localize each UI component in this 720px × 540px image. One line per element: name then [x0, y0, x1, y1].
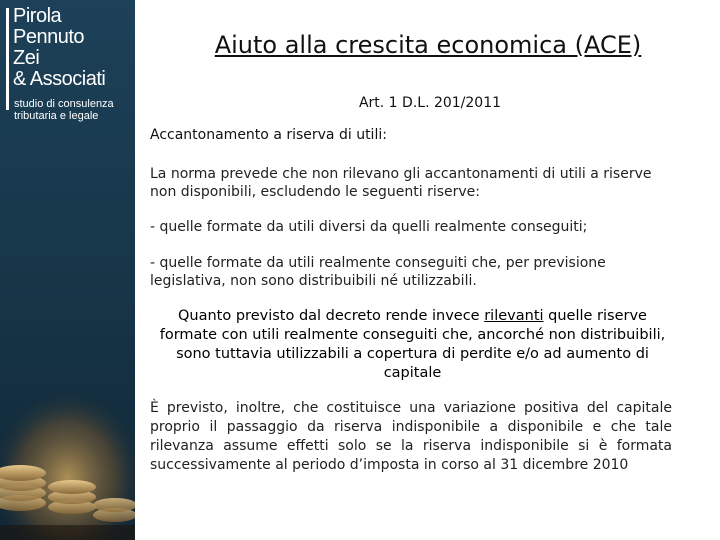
firm-name-line-4: & Associati — [13, 68, 106, 90]
highlight-text-after: quelle riserve formate con utili realmente conseguiti che, ancorché non distribuibili, sono tuttavia utilizzabili a copertura di perdite e/o ad aumento di capitale — [159, 308, 666, 381]
highlight-text-before: Quanto previsto dal decreto rende invece — [178, 308, 485, 324]
firm-name-line-3: Zei — [13, 47, 40, 69]
slide-title: Aiuto alla crescita economica (ACE) — [214, 31, 642, 59]
firm-logo — [13, 6, 105, 90]
logo-bar — [6, 8, 9, 110]
slide-content — [150, 0, 675, 540]
highlight-text-underlined: rilevanti — [484, 308, 544, 324]
tagline-line-1: studio di consulenza — [14, 98, 114, 110]
firm-name-line-1: Pirola — [13, 5, 62, 27]
coins-image — [0, 385, 135, 540]
tagline-line-2: tributaria e legale — [14, 110, 99, 122]
sidebar — [0, 0, 135, 540]
paragraph-bullet-1: - quelle formate da utili diversi da quelli realmente conseguiti; — [150, 219, 588, 235]
paragraph-bullet-2: - quelle formate da utili realmente conseguiti che, per previsione legislativa, non sono distribuibili né utilizzabili. — [150, 255, 606, 289]
firm-name-line-2: Pennuto — [13, 26, 85, 48]
paragraph-closing: È previsto, inoltre, che costituisce una variazione positiva del capitale proprio il passaggio da riserva indisponibile a disponibile e che tale rilevanza assume effetti solo se la riserva indisponibile si è formata successivamente al periodo d’imposta in corso al 31 dicembre 2010 — [150, 400, 672, 473]
slide-subtitle: Art. 1 D.L. 201/2011 — [358, 95, 502, 111]
highlight-paragraph — [150, 307, 675, 383]
firm-tagline — [14, 98, 114, 122]
section-heading: Accantonamento a riserva di utili: — [150, 127, 387, 143]
paragraph-intro: La norma prevede che non rilevano gli accantonamenti di utili a riserve non disponibili, escludendo le seguenti riserve: — [150, 166, 652, 200]
